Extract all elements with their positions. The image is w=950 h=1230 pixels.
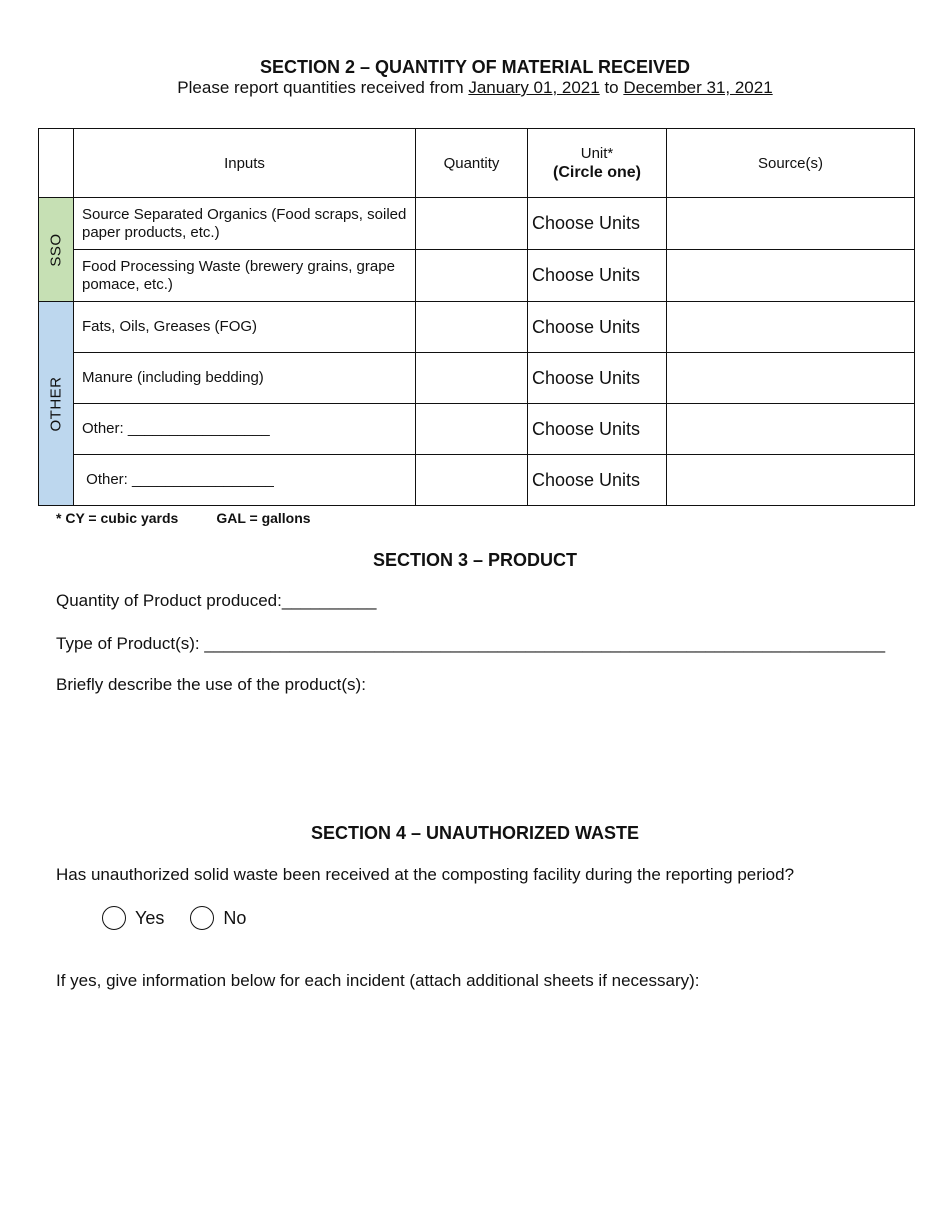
footnote-gal: GAL = gallons	[216, 510, 311, 526]
date-from[interactable]: January 01, 2021	[468, 78, 600, 97]
sources-field[interactable]	[667, 353, 915, 404]
unit-header	[528, 129, 667, 198]
product-quantity-field[interactable]: Quantity of Product produced:__________	[56, 591, 377, 610]
table-row	[39, 455, 915, 506]
unit-dropdown[interactable]: Choose Units	[528, 404, 667, 455]
table-row	[39, 404, 915, 455]
incident-instructions: If yes, give information below for each incident (attach additional sheets if necessary):	[56, 971, 700, 990]
quantity-field[interactable]	[416, 455, 528, 506]
section-4-title: SECTION 4 – UNAUTHORIZED WASTE	[310, 823, 640, 843]
table-row	[39, 353, 915, 404]
quantity-header: Quantity	[416, 129, 528, 198]
input-label[interactable]: Other: _________________	[74, 455, 416, 506]
table-row	[39, 302, 915, 353]
material-received-table	[38, 128, 915, 506]
unauthorized-waste-question: Has unauthorized solid waste been received at the composting facility during the reporting period?	[56, 865, 795, 884]
section-2-title: SECTION 2 – QUANTITY OF MATERIAL RECEIVED	[259, 57, 691, 77]
inputs-header: Inputs	[74, 129, 416, 198]
reporting-period-mid: to	[599, 78, 624, 97]
unit-dropdown[interactable]: Choose Units	[528, 198, 667, 250]
quantity-field[interactable]	[416, 198, 528, 250]
group-sso-label: SSO	[47, 232, 65, 267]
no-option[interactable]	[190, 906, 246, 930]
yes-label: Yes	[135, 907, 165, 928]
input-label: Fats, Oils, Greases (FOG)	[74, 302, 416, 353]
reporting-period	[0, 78, 950, 98]
no-label: No	[223, 907, 247, 928]
unit-dropdown[interactable]: Choose Units	[528, 455, 667, 506]
no-radio[interactable]	[190, 906, 214, 930]
input-label: Source Separated Organics (Food scraps, soiled paper products, etc.)	[74, 198, 416, 250]
table-row	[39, 198, 915, 250]
group-sso	[39, 198, 74, 302]
quantity-field[interactable]	[416, 404, 528, 455]
input-label: Manure (including bedding)	[74, 353, 416, 404]
reporting-period-prefix: Please report quantities received from	[177, 78, 469, 97]
sources-field[interactable]	[667, 455, 915, 506]
section-3-title: SECTION 3 – PRODUCT	[372, 550, 578, 570]
unit-footnote	[56, 510, 311, 526]
quantity-field[interactable]	[416, 302, 528, 353]
group-header-cell	[39, 129, 74, 198]
sources-field[interactable]	[667, 404, 915, 455]
product-use-label: Briefly describe the use of the product(s):	[56, 675, 366, 694]
sources-field[interactable]	[667, 302, 915, 353]
date-to[interactable]: December 31, 2021	[623, 78, 773, 97]
group-other	[39, 302, 74, 506]
input-label: Food Processing Waste (brewery grains, grape pomace, etc.)	[74, 250, 416, 302]
unit-header-note: (Circle one)	[552, 164, 641, 181]
table-row	[39, 250, 915, 302]
unit-dropdown[interactable]: Choose Units	[528, 250, 667, 302]
sources-field[interactable]	[667, 198, 915, 250]
unit-dropdown[interactable]: Choose Units	[528, 353, 667, 404]
quantity-field[interactable]	[416, 250, 528, 302]
quantity-field[interactable]	[416, 353, 528, 404]
sources-field[interactable]	[667, 250, 915, 302]
input-label[interactable]: Other: _________________	[74, 404, 416, 455]
product-type-field[interactable]: Type of Product(s): ________________________________________________________________________	[56, 634, 886, 653]
unit-dropdown[interactable]: Choose Units	[528, 302, 667, 353]
group-other-label: OTHER	[47, 376, 65, 431]
table-header-row	[39, 129, 915, 198]
yes-option[interactable]	[102, 906, 164, 930]
footnote-cy: * CY = cubic yards	[56, 510, 179, 526]
sources-header: Source(s)	[667, 129, 915, 198]
unauthorized-waste-radio-group	[102, 906, 246, 930]
unit-header-label: Unit*	[580, 145, 614, 162]
yes-radio[interactable]	[102, 906, 126, 930]
